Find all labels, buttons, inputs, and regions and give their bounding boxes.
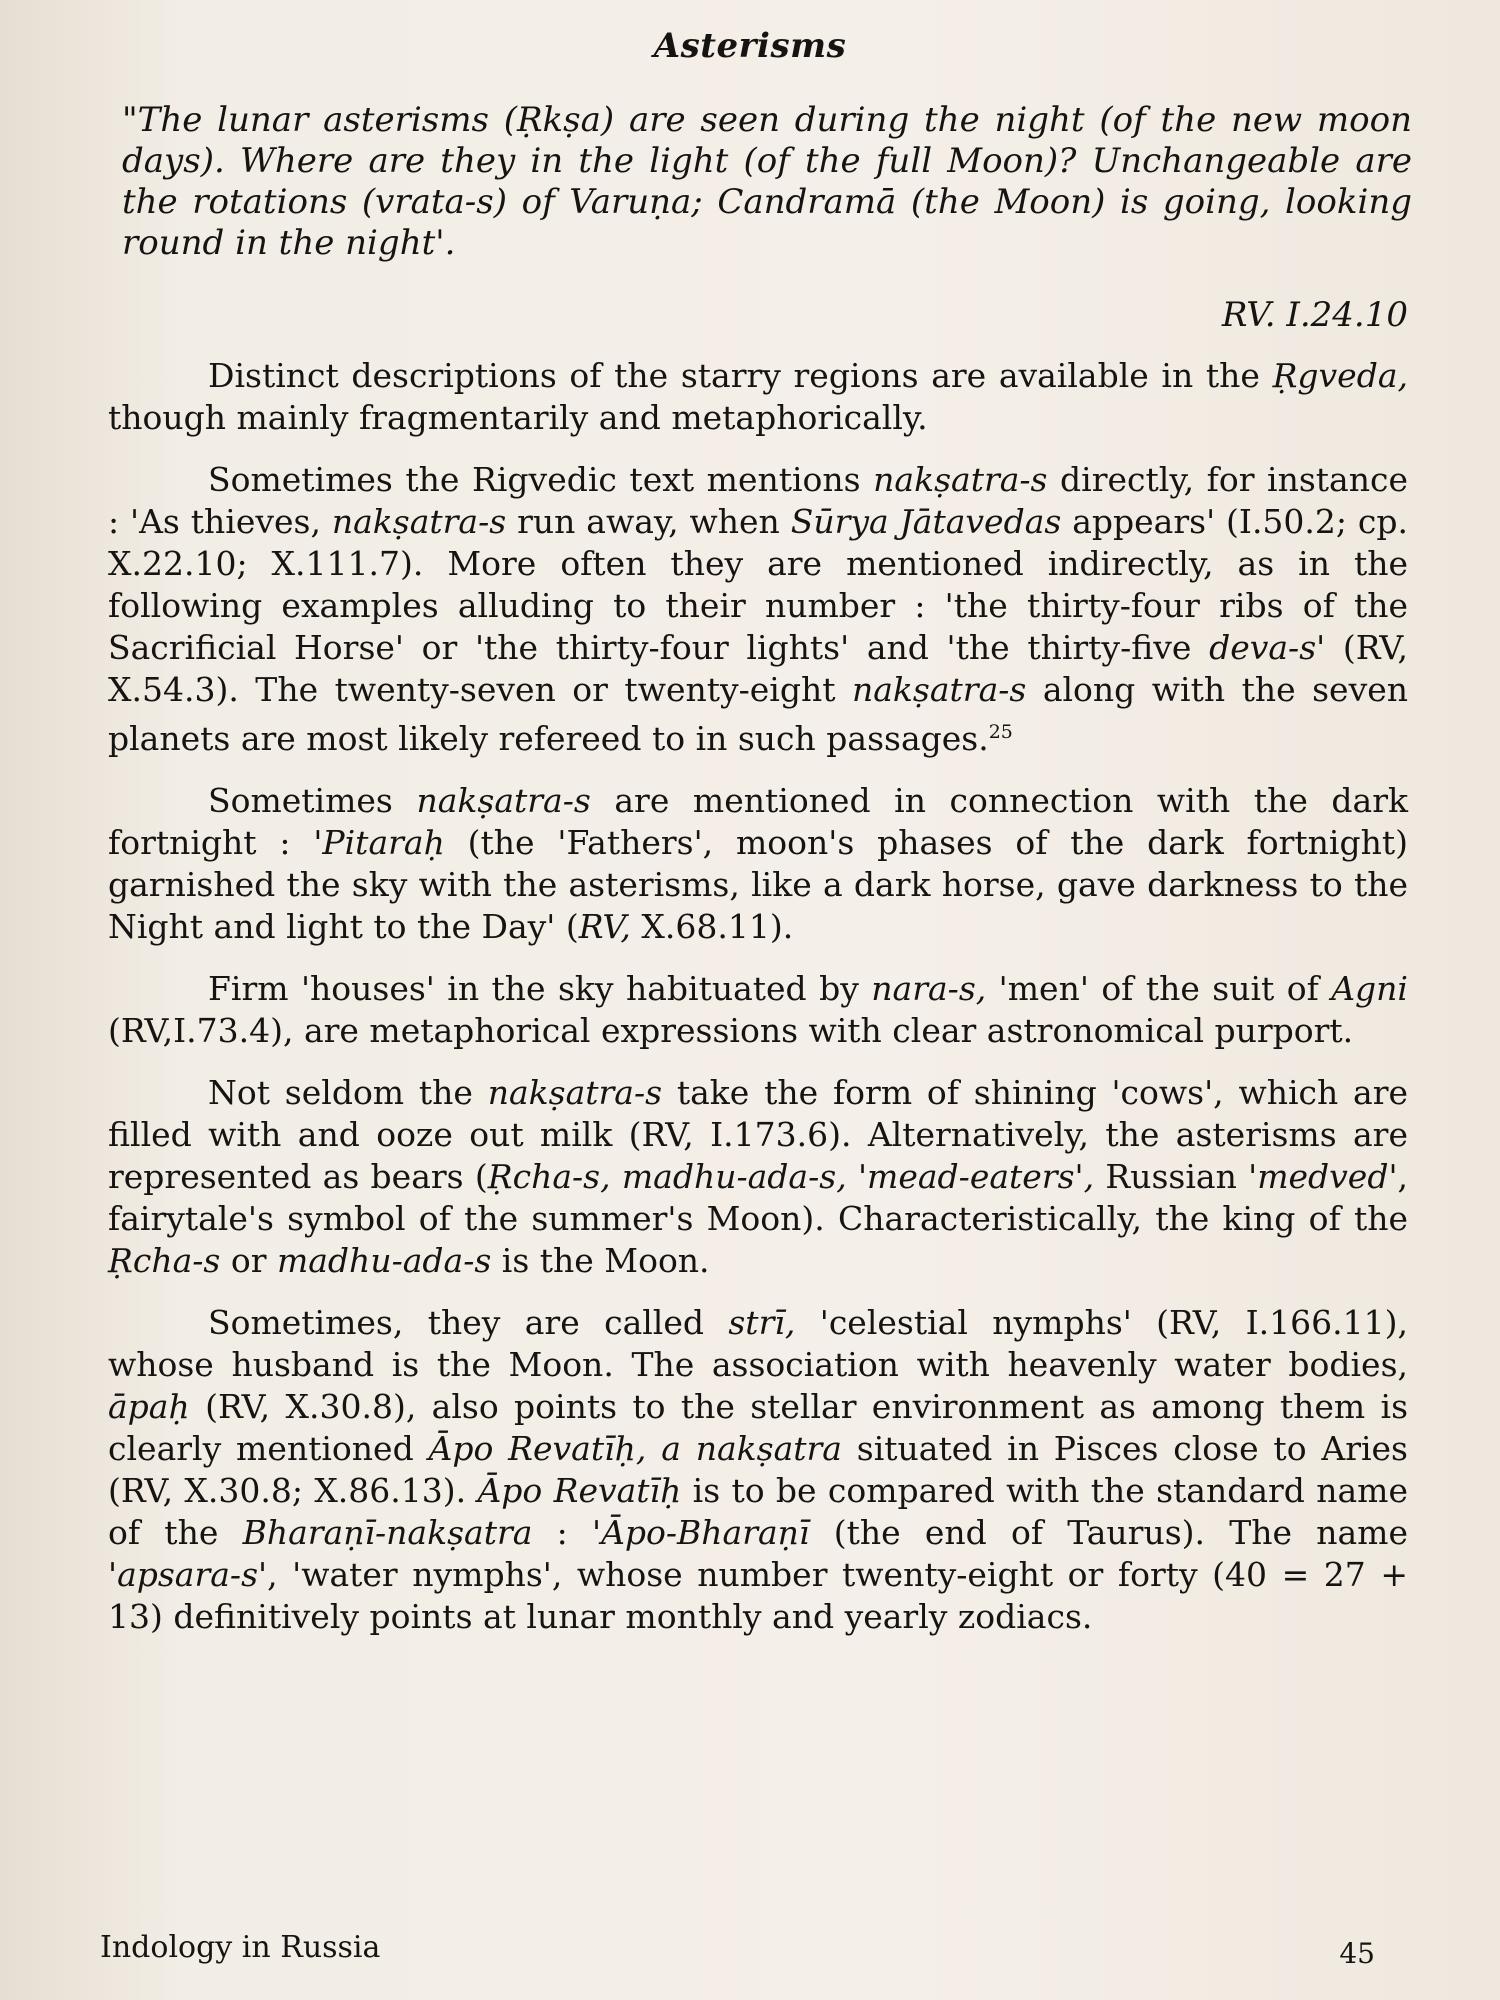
page-number: 45 — [1339, 1937, 1375, 1970]
body-text — [108, 355, 1408, 1658]
footnote-marker: 25 — [988, 721, 1013, 743]
running-footer-title: Indology in Russia — [100, 1930, 381, 1965]
paragraph-5: Not seldom the nakṣatra-s take the form of shining 'cows', which are filled with and ooze out milk (RV, I.173.6). Alternatively, the asterisms are represented as bears (Ṛcha-s, madhu-ada-s, 'mead-eaters', Russian 'medved', fairytale's symbol of the summer's Moon). Characteristically, the king of the Ṛcha-s or madhu-ada-s is the Moon. — [108, 1073, 1409, 1280]
epigraph-quote: "The lunar asterisms (Ṛkṣa) are seen during the night (of the new moon days). Where are they in the light (of the full Moon)? Unchangeable are the rotations (vrata-s) of Varuṇa; Candramā (the Moon) is going, looking round in the night'. — [122, 100, 1412, 263]
section-heading: Asterisms — [653, 26, 847, 66]
paragraph-4: Firm 'houses' in the sky habituated by nara-s, 'men' of the suit of Agni (RV,I.73.4), are metaphorical expressions with clear astronomical purport. — [108, 969, 1408, 1050]
paragraph-2: Sometimes the Rigvedic text mentions nakṣatra-s directly, for instance : 'As thieves, nakṣatra-s run away, when Sūrya Jātavedas appears' (I.50.2; cp. X.22.10; X.111.7). More often they are mentioned indirectly, as in the following examples alluding to their number : 'the thirty-four ribs of the Sacrificial Horse' or 'the thirty-four lights' and 'the thirty-five deva-s' (RV, X.54.3). The twenty-seven or twenty-eight nakṣatra-s along with the seven planets are most likely refereed to in such passages.$^{25}$ — [108, 460, 1409, 758]
paragraph-6: Sometimes, they are called strī, 'celestial nymphs' (RV, I.166.11), whose husband is the Moon. The association with heavenly water bodies, āpaḥ (RV, X.30.8), also points to the stellar environment as among them is clearly mentioned Āpo Revatīḥ, a nakṣatra situated in Pisces close to Aries (RV, X.30.8; X.86.13). Āpo Revatīḥ is to be compared with the standard name of the Bharaṇī-nakṣatra : 'Āpo-Bharaṇī (the end of Taurus). The name 'apsara-s', 'water nymphs', whose number twenty-eight or forty (40 = 27 + 13) definitively points at lunar monthly and yearly zodiacs. — [108, 1303, 1409, 1636]
paragraph-1: Distinct descriptions of the starry regions are available in the Ṛgveda, though mainly fragmentarily and metaphorically. — [108, 356, 1408, 437]
quote-reference: RV. I.24.10 — [1221, 295, 1408, 335]
paragraph-3: Sometimes nakṣatra-s are mentioned in connection with the dark fortnight : 'Pitaraḥ (the 'Fathers', moon's phases of the dark fortnight) garnished the sky with the asterisms, like a dark horse, gave darkness to the Night and light to the Day' (RV, X.68.11). — [108, 781, 1408, 946]
